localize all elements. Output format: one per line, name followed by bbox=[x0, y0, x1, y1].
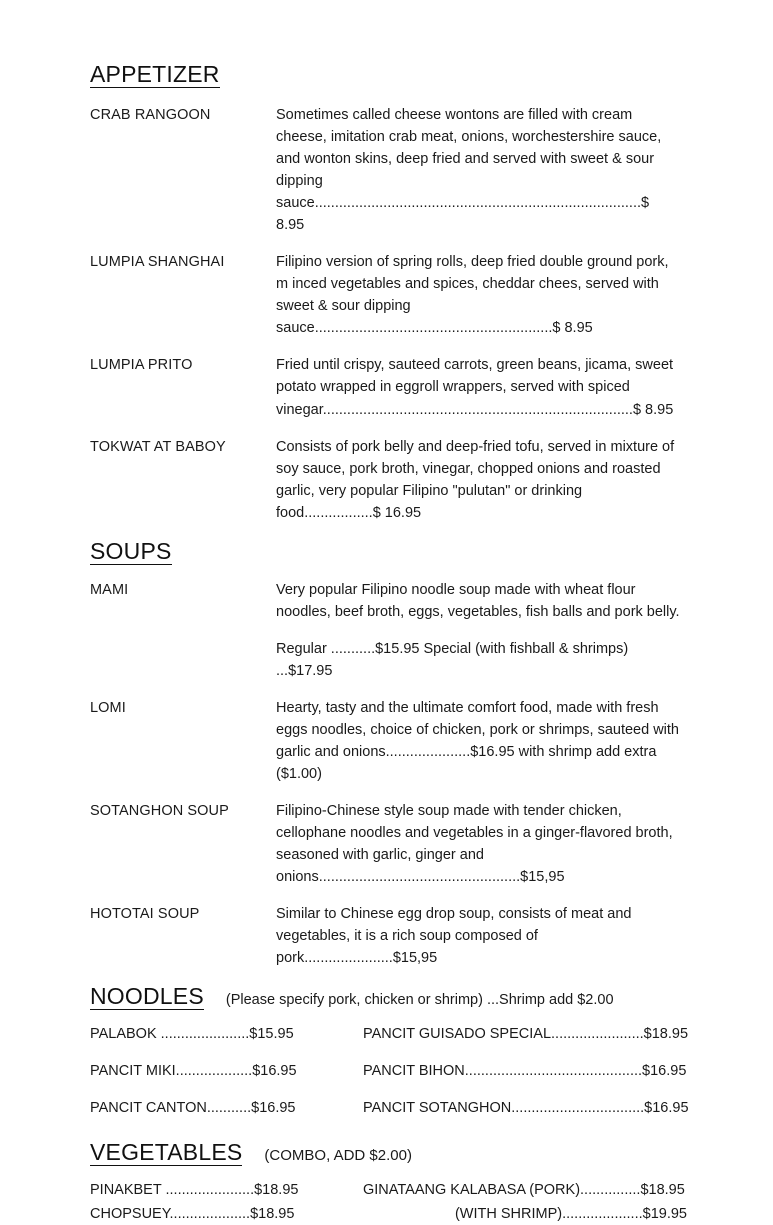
vegetables-note: (COMBO, ADD $2.00) bbox=[264, 1146, 412, 1164]
menu-item-description-block bbox=[276, 579, 680, 682]
price-row-pancit-canton: PANCIT CANTON...........$16.95 bbox=[90, 1099, 296, 1116]
vegetables-price-grid bbox=[90, 1180, 690, 1225]
menu-content bbox=[90, 62, 690, 1225]
menu-item-description: Sometimes called cheese wontons are filled with cream cheese, imitation crab meat, onions, worchestershire sauce, and wonton skins, deep fried and served with sweet & sour dipping sauce.................................................................................$ 8.95 bbox=[276, 107, 662, 234]
price-row-palabok: PALABOK ......................$15.95 bbox=[90, 1026, 294, 1043]
section-heading-noodles: NOODLES bbox=[90, 983, 204, 1010]
section-heading-appetizer: APPETIZER bbox=[90, 61, 220, 87]
price-row-pancit-guisado-special: PANCIT GUISADO SPECIAL.......................$18.95 bbox=[363, 1026, 689, 1043]
section-heading-soups: SOUPS bbox=[90, 537, 172, 564]
price-row-pancit-sotanghon: PANCIT SOTANGHON.................................$16.95 bbox=[363, 1099, 689, 1116]
menu-item-name: LUMPIA SHANGHAI bbox=[90, 254, 225, 271]
menu-item-description: Hearty, tasty and the ultimate comfort food, made with fresh eggs noodles, choice of chicken, pork or shrimps, sauteed with garlic and onions.....................$16.95 with shrimp add extra ($1.00) bbox=[276, 699, 679, 783]
menu-item-name: LOMI bbox=[90, 699, 126, 716]
menu-item-mami bbox=[90, 579, 690, 682]
price-row-pancit-bihon: PANCIT BIHON............................................$16.95 bbox=[363, 1063, 687, 1080]
menu-item-name: MAMI bbox=[90, 581, 129, 598]
menu-item-name: TOKWAT AT BABOY bbox=[90, 438, 226, 455]
price-row-pinakbet: PINAKBET ......................$18.95 bbox=[90, 1181, 299, 1198]
menu-item-lumpia-shanghai bbox=[90, 251, 690, 339]
menu-item-name: LUMPIA PRITO bbox=[90, 357, 193, 374]
menu-item-description: Consists of pork belly and deep-fried tofu, served in mixture of soy sauce, pork broth, vinegar, chopped onions and roasted garlic, very popular Filipino "pulutan" or drinking food.................$ 16.95 bbox=[276, 438, 675, 521]
noodles-note: (Please specify pork, chicken or shrimp) ...Shrimp add $2.00 bbox=[225, 992, 614, 1009]
price-row-pancit-miki: PANCIT MIKI...................$16.95 bbox=[90, 1063, 297, 1080]
menu-item-name: HOTOTAI SOUP bbox=[90, 906, 200, 923]
vegetables-heading-row bbox=[90, 1140, 690, 1166]
menu-item-name: CRAB RANGOON bbox=[90, 107, 211, 124]
noodles-price-grid bbox=[90, 1024, 690, 1119]
section-soups bbox=[90, 539, 690, 565]
appetizer-heading-row bbox=[90, 62, 690, 88]
menu-item-tokwat-at-baboy bbox=[90, 436, 690, 524]
menu-item-description: Fried until crispy, sauteed carrots, green beans, jicama, sweet potato wrapped in eggroll wrappers, served with spiced vinegar.............................................................................$ 8.95 bbox=[276, 357, 674, 418]
section-appetizer bbox=[90, 62, 690, 88]
menu-item-name: SOTANGHON SOUP bbox=[90, 803, 229, 820]
menu-item-hototai-soup bbox=[90, 903, 690, 969]
menu-item-pricing-line: Regular ...........$15.95 Special (with fishball & shrimps) ...$17.95 bbox=[276, 640, 629, 679]
section-noodles bbox=[90, 984, 690, 1010]
section-heading-vegetables: VEGETABLES bbox=[90, 1138, 243, 1165]
menu-item-description: Filipino-Chinese style soup made with tender chicken, cellophane noodles and vegetables in a ginger-flavored broth, seasoned with garlic, ginger and onions..................................................$15,95 bbox=[276, 803, 673, 886]
menu-item-sotanghon-soup bbox=[90, 800, 690, 888]
menu-item-crab-rangoon bbox=[90, 104, 690, 236]
price-row-ginataang-kalabasa-shrimp: (WITH SHRIMP)....................$19.95 bbox=[454, 1205, 687, 1222]
menu-item-lomi bbox=[90, 697, 690, 785]
menu-item-lumpia-prito bbox=[90, 354, 690, 420]
noodles-heading-row bbox=[90, 984, 690, 1010]
price-row-chopsuey: CHOPSUEY....................$18.95 bbox=[90, 1205, 295, 1222]
menu-item-description: Very popular Filipino noodle soup made with wheat flour noodles, beef broth, eggs, vegetables, fish balls and pork belly. bbox=[276, 581, 680, 620]
menu-item-description: Similar to Chinese egg drop soup, consists of meat and vegetables, it is a rich soup composed of pork......................$15,95 bbox=[276, 906, 632, 967]
price-row-ginataang-kalabasa-pork: GINATAANG KALABASA (PORK)...............$18.95 bbox=[363, 1181, 685, 1198]
section-vegetables bbox=[90, 1140, 690, 1166]
menu-item-description: Filipino version of spring rolls, deep fried double ground pork, m inced vegetables and spices, cheddar chees, served with sweet & sour dipping sauce...........................................................$ 8.95 bbox=[276, 254, 669, 337]
soups-heading-row bbox=[90, 539, 690, 565]
